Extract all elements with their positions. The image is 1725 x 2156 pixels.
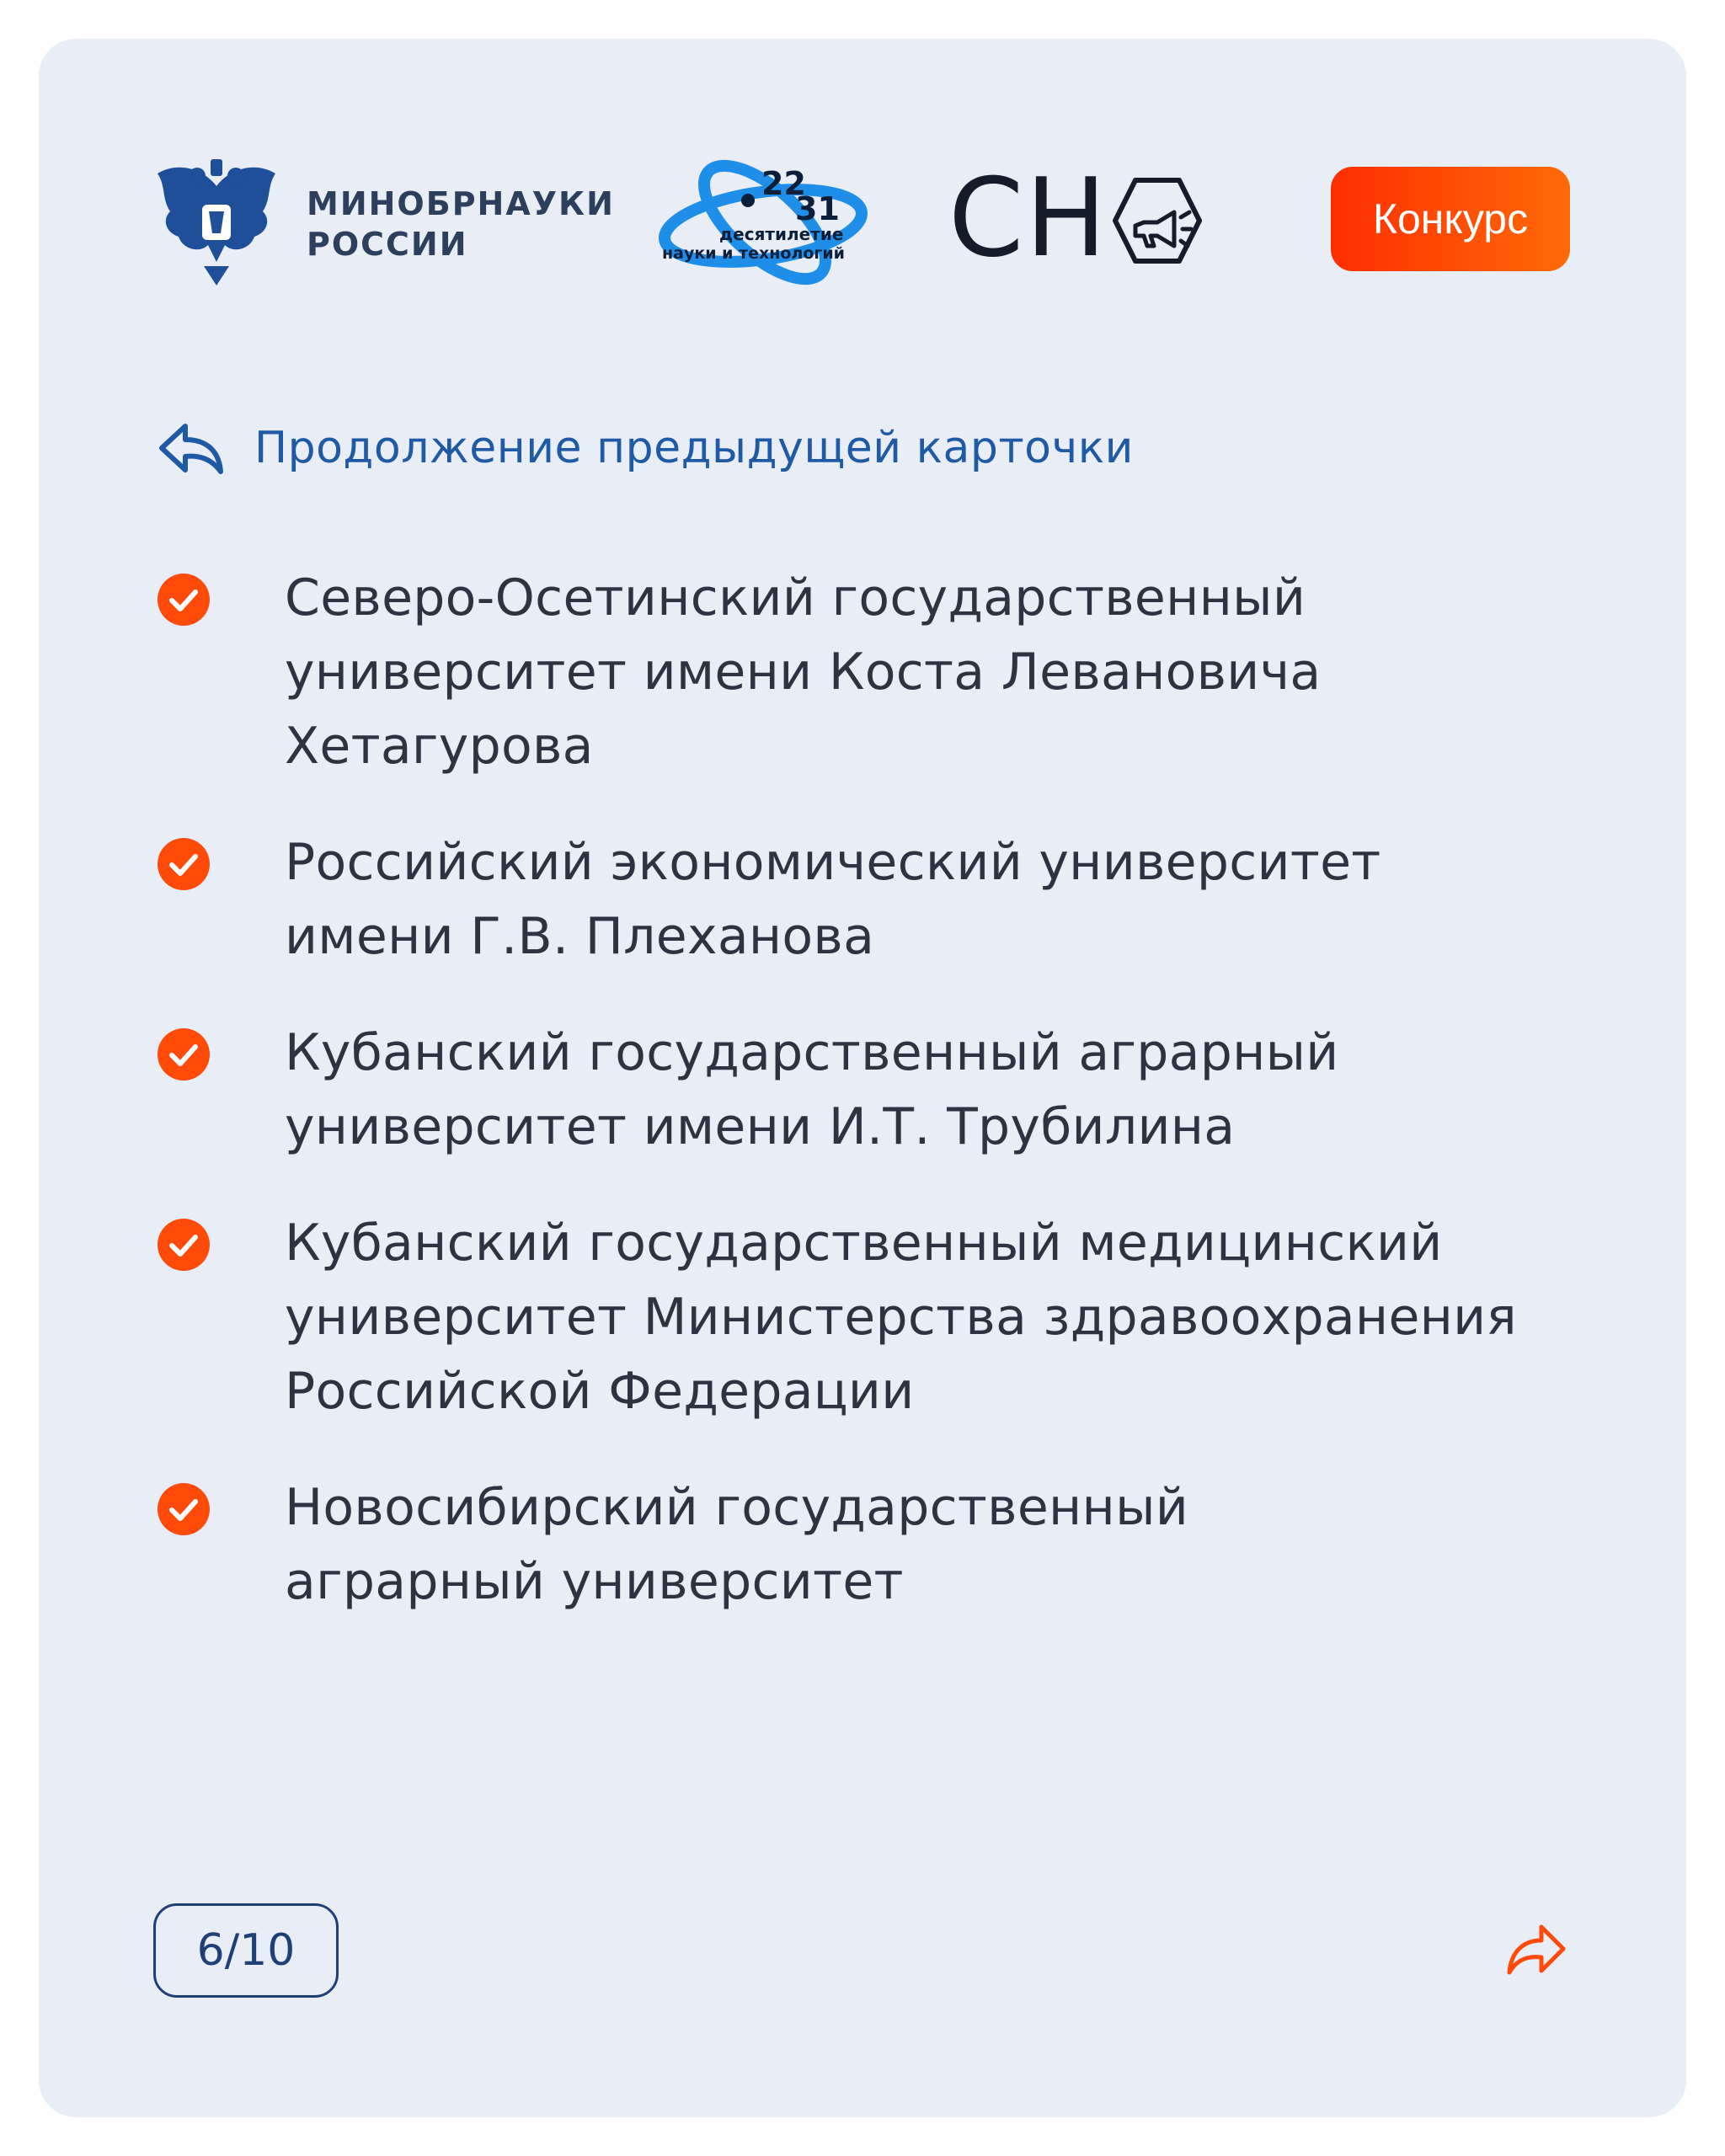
reply-arrow-icon — [157, 418, 224, 478]
list-item — [157, 825, 1589, 974]
page-counter: 6/10 — [153, 1903, 339, 1998]
decade-line1: десятилетие — [719, 224, 844, 244]
share-arrow-icon[interactable] — [1504, 1920, 1568, 1981]
card — [39, 39, 1686, 2117]
list-item-line: Российский экономический университет — [285, 833, 1381, 892]
decade-year-start: 22 — [761, 165, 806, 202]
list-item-line: университет Министерства здравоохранения — [285, 1288, 1517, 1347]
list-item-text — [285, 1206, 1517, 1428]
decade-year-end: 31 — [795, 190, 840, 227]
list-item — [157, 1016, 1589, 1164]
contest-button[interactable]: Конкурс — [1331, 167, 1570, 271]
ministry-line2: РОССИИ — [307, 226, 468, 263]
megaphone-badge-icon — [1110, 173, 1204, 268]
check-circle-icon — [157, 1027, 211, 1081]
ministry-name — [307, 184, 615, 264]
previous-card-label: Продолжение предыдущей карточки — [254, 423, 1134, 473]
list-item-line: Кубанский государственный аграрный — [285, 1023, 1339, 1082]
check-circle-icon — [157, 837, 211, 891]
list-item-line: Северо-Осетинский государственный — [285, 568, 1306, 627]
list-item-line: Новосибирский государственный — [285, 1478, 1189, 1537]
list-item-line: имени Г.В. Плеханова — [285, 907, 875, 966]
sno-logo-text: СН — [948, 156, 1108, 281]
decade-line2: науки и технологий — [662, 244, 845, 263]
russian-emblem-icon — [153, 152, 280, 287]
list-item-line: университет имени И.Т. Трубилина — [285, 1097, 1236, 1156]
header — [39, 39, 1686, 342]
list-item-line: Российской Федерации — [285, 1362, 915, 1421]
list-item — [157, 1470, 1589, 1619]
check-circle-icon — [157, 1218, 211, 1272]
check-circle-icon — [157, 573, 211, 627]
list-item — [157, 561, 1589, 783]
previous-card-link[interactable] — [157, 406, 1134, 490]
list-item-text — [285, 1016, 1339, 1164]
list-item-line: университет имени Коста Левановича — [285, 643, 1322, 702]
list-item-text — [285, 1470, 1188, 1619]
list-item-text — [285, 825, 1381, 974]
list-item-line: Хетагурова — [285, 717, 594, 776]
university-list — [157, 561, 1589, 1661]
check-circle-icon — [157, 1482, 211, 1536]
list-item — [157, 1206, 1589, 1428]
ministry-line1: МИНОБРНАУКИ — [307, 185, 615, 222]
list-item-line: аграрный университет — [285, 1552, 904, 1611]
list-item-text — [285, 561, 1321, 783]
list-item-line: Кубанский государственный медицинский — [285, 1214, 1443, 1273]
